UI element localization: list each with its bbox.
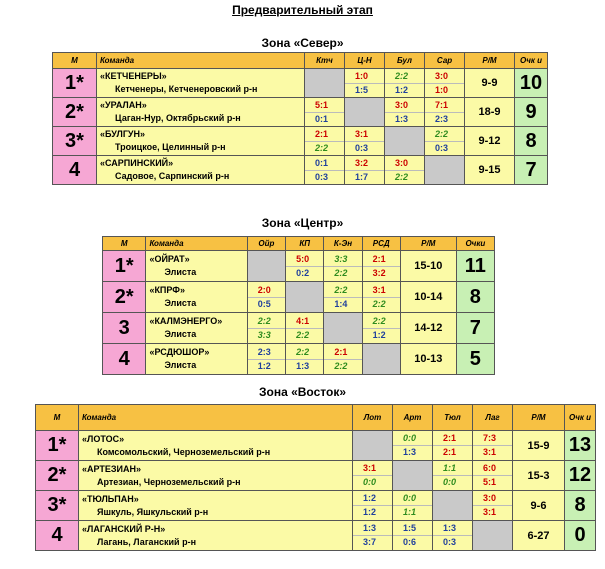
- second-match-score: 0:1: [305, 112, 344, 126]
- second-match-score: 1:3: [393, 445, 432, 459]
- table-row: [103, 313, 495, 344]
- match-result-cell: [433, 431, 473, 461]
- self-match-cell: [305, 69, 345, 98]
- match-result-cell: [393, 431, 433, 461]
- first-match-score: 3:0: [395, 99, 409, 110]
- table-row: [36, 431, 596, 461]
- zone-center-table: [102, 236, 495, 375]
- team-city: Комсомольский, Черноземельский р-н: [97, 446, 271, 457]
- first-match-score: 2:1: [334, 346, 348, 357]
- goal-difference: 9-6: [513, 491, 565, 521]
- first-match-score: 1:5: [403, 523, 417, 533]
- header-opponent: РСД: [362, 237, 400, 251]
- place-number: 3*: [53, 127, 97, 156]
- header-row: [53, 53, 548, 69]
- points: 8: [515, 127, 548, 156]
- second-match-score: 1:3: [286, 359, 323, 373]
- first-match-score: 2:0: [257, 284, 271, 295]
- second-match-score: 0:3: [433, 535, 472, 549]
- match-result-cell: [362, 282, 400, 313]
- match-result-cell: [425, 69, 465, 98]
- header-opponent: Сар: [425, 53, 465, 69]
- goal-difference: 6-27: [513, 521, 565, 551]
- second-match-score: 3:1: [473, 505, 512, 519]
- match-result-cell: [385, 98, 425, 127]
- second-match-score: 0:0: [353, 475, 392, 489]
- table-row: [53, 98, 548, 127]
- first-match-score: 1:1: [443, 463, 457, 473]
- team-name: «ЛОТОС»: [82, 433, 125, 444]
- match-result-cell: [362, 313, 400, 344]
- team-city: Элиста: [164, 329, 197, 339]
- self-match-cell: [353, 431, 393, 461]
- match-result-cell: [247, 313, 285, 344]
- points: 8: [565, 491, 596, 521]
- second-match-score: 1:4: [324, 297, 361, 311]
- place-number: 1*: [36, 431, 79, 461]
- match-result-cell: [353, 491, 393, 521]
- second-match-score: 0:2: [286, 266, 323, 280]
- match-result-cell: [353, 461, 393, 491]
- match-result-cell: [473, 491, 513, 521]
- second-match-score: 0:5: [248, 297, 285, 311]
- first-match-score: 1:3: [363, 523, 377, 533]
- goal-difference: 15-3: [513, 461, 565, 491]
- header-opponent: К-Эн: [324, 237, 362, 251]
- match-result-cell: [324, 344, 362, 375]
- points: 9: [515, 98, 548, 127]
- second-match-score: 1:2: [248, 359, 285, 373]
- second-match-score: 1:2: [353, 505, 392, 519]
- self-match-cell: [425, 156, 465, 185]
- match-result-cell: [345, 156, 385, 185]
- header-opponent: Арт: [393, 405, 433, 431]
- place-number: 3: [103, 313, 146, 344]
- match-result-cell: [362, 251, 400, 282]
- header-team: Команда: [97, 53, 305, 69]
- second-match-score: 2:2: [305, 141, 344, 155]
- second-match-score: 1:1: [393, 505, 432, 519]
- second-match-score: 2:1: [433, 445, 472, 459]
- match-result-cell: [324, 282, 362, 313]
- table-row: [103, 251, 495, 282]
- first-match-score: 0:1: [315, 157, 329, 168]
- table-row: [53, 156, 548, 185]
- match-result-cell: [425, 127, 465, 156]
- match-result-cell: [305, 127, 345, 156]
- zone-north-table: [52, 52, 548, 185]
- second-match-score: 2:2: [324, 266, 361, 280]
- place-number: 2*: [53, 98, 97, 127]
- table-row: [103, 344, 495, 375]
- match-result-cell: [433, 461, 473, 491]
- points: 11: [456, 251, 494, 282]
- first-match-score: 7:3: [483, 433, 497, 443]
- match-result-cell: [345, 127, 385, 156]
- header-goals: Р/М: [465, 53, 515, 69]
- header-team: Команда: [146, 237, 247, 251]
- team-city: Лагань, Лаганский р-н: [97, 536, 197, 547]
- second-match-score: 2:3: [425, 112, 464, 126]
- first-match-score: 1:2: [363, 493, 377, 503]
- place-number: 2*: [103, 282, 146, 313]
- team-name: «УРАЛАН»: [100, 100, 147, 110]
- match-result-cell: [247, 282, 285, 313]
- first-match-score: 2:1: [372, 253, 386, 264]
- first-match-score: 2:2: [257, 315, 271, 326]
- header-place: М: [36, 405, 79, 431]
- place-number: 1*: [53, 69, 97, 98]
- self-match-cell: [286, 282, 324, 313]
- first-match-score: 2:2: [435, 128, 449, 139]
- team-cell: [97, 156, 305, 185]
- header-points: Очк и: [565, 405, 596, 431]
- second-match-score: 2:2: [324, 359, 361, 373]
- second-match-score: 2:2: [286, 328, 323, 342]
- first-match-score: 2:2: [296, 346, 310, 357]
- self-match-cell: [247, 251, 285, 282]
- second-match-score: 0:6: [393, 535, 432, 549]
- goal-difference: 18-9: [465, 98, 515, 127]
- first-match-score: 3:1: [372, 284, 386, 295]
- second-match-score: 3:7: [353, 535, 392, 549]
- team-cell: [79, 521, 353, 551]
- team-city: Садовое, Сарпинский р-н: [115, 171, 230, 181]
- team-city: Артезиан, Черноземельский р-н: [97, 476, 241, 487]
- match-result-cell: [473, 461, 513, 491]
- team-city: Элиста: [164, 298, 197, 308]
- first-match-score: 2:1: [315, 128, 329, 139]
- first-match-score: 3:2: [355, 157, 369, 168]
- header-opponent: Лаг: [473, 405, 513, 431]
- first-match-score: 2:3: [257, 346, 271, 357]
- team-cell: [79, 431, 353, 461]
- team-city: Элиста: [164, 360, 197, 370]
- match-result-cell: [286, 251, 324, 282]
- team-cell: [79, 491, 353, 521]
- table-row: [36, 491, 596, 521]
- team-cell: [146, 344, 247, 375]
- team-name: «АРТЕЗИАН»: [82, 463, 142, 474]
- header-opponent: Лот: [353, 405, 393, 431]
- first-match-score: 3:3: [334, 253, 348, 264]
- header-opponent: Тюл: [433, 405, 473, 431]
- header-opponent: Бул: [385, 53, 425, 69]
- match-result-cell: [393, 521, 433, 551]
- first-match-score: 5:0: [296, 253, 310, 264]
- goal-difference: 14-12: [400, 313, 456, 344]
- first-match-score: 2:2: [334, 284, 348, 295]
- match-result-cell: [324, 251, 362, 282]
- second-match-score: 1:2: [363, 328, 400, 342]
- place-number: 4: [103, 344, 146, 375]
- first-match-score: 0:0: [403, 433, 417, 443]
- match-result-cell: [345, 69, 385, 98]
- team-city: Яшкуль, Яшкульский р-н: [97, 506, 209, 517]
- team-name: «ТЮЛЬПАН»: [82, 493, 139, 504]
- points: 0: [565, 521, 596, 551]
- header-place: М: [53, 53, 97, 69]
- header-goals: Р/М: [513, 405, 565, 431]
- team-name: «ОЙРАТ»: [149, 254, 190, 264]
- team-name: «КАЛМЭНЕРГО»: [149, 316, 223, 326]
- second-match-score: 1:3: [385, 112, 424, 126]
- team-name: «КПРФ»: [149, 285, 185, 295]
- first-match-score: 2:2: [395, 70, 409, 81]
- team-city: Троицкое, Целинный р-н: [115, 142, 226, 152]
- header-opponent: Ктч: [305, 53, 345, 69]
- self-match-cell: [362, 344, 400, 375]
- header-goals: Р/М: [400, 237, 456, 251]
- self-match-cell: [324, 313, 362, 344]
- match-result-cell: [425, 98, 465, 127]
- match-result-cell: [473, 431, 513, 461]
- second-match-score: 1:5: [345, 83, 384, 97]
- first-match-score: 5:1: [315, 99, 329, 110]
- header-points: Очк и: [515, 53, 548, 69]
- goal-difference: 9-12: [465, 127, 515, 156]
- first-match-score: 0:0: [403, 493, 417, 503]
- header-opponent: Ойр: [247, 237, 285, 251]
- table-row: [103, 282, 495, 313]
- first-match-score: 1:0: [355, 70, 369, 81]
- goal-difference: 9-9: [465, 69, 515, 98]
- goal-difference: 10-13: [400, 344, 456, 375]
- team-name: «ЛАГАНСКИЙ Р-Н»: [82, 523, 166, 534]
- team-city: Элиста: [164, 267, 197, 277]
- first-match-score: 2:1: [443, 433, 457, 443]
- self-match-cell: [393, 461, 433, 491]
- table-row: [36, 521, 596, 551]
- points: 7: [456, 313, 494, 344]
- second-match-score: 1:0: [425, 83, 464, 97]
- second-match-score: 0:3: [345, 141, 384, 155]
- place-number: 3*: [36, 491, 79, 521]
- zone-east-table: [35, 404, 596, 551]
- points: 5: [456, 344, 494, 375]
- team-cell: [97, 69, 305, 98]
- team-name: «РСДЮШОР»: [149, 347, 210, 357]
- header-team: Команда: [79, 405, 353, 431]
- match-result-cell: [247, 344, 285, 375]
- second-match-score: 0:3: [305, 170, 344, 184]
- team-cell: [146, 282, 247, 313]
- second-match-score: 3:2: [363, 266, 400, 280]
- zone-title-east: Зона «Восток»: [258, 385, 347, 399]
- second-match-score: 2:2: [385, 170, 424, 184]
- first-match-score: 6:0: [483, 463, 497, 473]
- goal-difference: 9-15: [465, 156, 515, 185]
- team-name: «САРПИНСКИЙ»: [100, 158, 174, 168]
- points: 10: [515, 69, 548, 98]
- header-row: [103, 237, 495, 251]
- match-result-cell: [385, 156, 425, 185]
- self-match-cell: [473, 521, 513, 551]
- zone-title-center: Зона «Центр»: [261, 216, 344, 230]
- header-place: М: [103, 237, 146, 251]
- goal-difference: 10-14: [400, 282, 456, 313]
- points: 8: [456, 282, 494, 313]
- second-match-score: 5:1: [473, 475, 512, 489]
- first-match-score: 2:2: [372, 315, 386, 326]
- table-row: [53, 69, 548, 98]
- place-number: 1*: [103, 251, 146, 282]
- team-cell: [146, 251, 247, 282]
- header-opponent: Ц-Н: [345, 53, 385, 69]
- team-name: «БУЛГУН»: [100, 129, 146, 139]
- team-name: «КЕТЧЕНЕРЫ»: [100, 71, 167, 81]
- team-cell: [146, 313, 247, 344]
- points: 13: [565, 431, 596, 461]
- header-row: [36, 405, 596, 431]
- self-match-cell: [433, 491, 473, 521]
- first-match-score: 7:1: [435, 99, 449, 110]
- match-result-cell: [385, 69, 425, 98]
- zone-title-north: Зона «Север»: [261, 36, 344, 50]
- team-cell: [97, 127, 305, 156]
- first-match-score: 3:0: [435, 70, 449, 81]
- second-match-score: 1:2: [385, 83, 424, 97]
- second-match-score: 2:2: [363, 297, 400, 311]
- team-city: Цаган-Нур, Октябрьский р-н: [115, 113, 241, 123]
- second-match-score: 3:1: [473, 445, 512, 459]
- first-match-score: 3:0: [395, 157, 409, 168]
- first-match-score: 1:3: [443, 523, 457, 533]
- place-number: 4: [36, 521, 79, 551]
- goal-difference: 15-10: [400, 251, 456, 282]
- first-match-score: 4:1: [296, 315, 310, 326]
- header-points: Очки: [456, 237, 494, 251]
- second-match-score: 0:0: [433, 475, 472, 489]
- first-match-score: 3:1: [363, 463, 377, 473]
- match-result-cell: [433, 521, 473, 551]
- points: 7: [515, 156, 548, 185]
- place-number: 4: [53, 156, 97, 185]
- second-match-score: 0:3: [425, 141, 464, 155]
- points: 12: [565, 461, 596, 491]
- match-result-cell: [286, 344, 324, 375]
- self-match-cell: [385, 127, 425, 156]
- match-result-cell: [305, 98, 345, 127]
- second-match-score: 3:3: [248, 328, 285, 342]
- table-row: [53, 127, 548, 156]
- team-cell: [79, 461, 353, 491]
- match-result-cell: [286, 313, 324, 344]
- team-city: Кетченеры, Кетченеровский р-н: [115, 84, 258, 94]
- second-match-score: 1:7: [345, 170, 384, 184]
- match-result-cell: [393, 491, 433, 521]
- team-cell: [97, 98, 305, 127]
- place-number: 2*: [36, 461, 79, 491]
- goal-difference: 15-9: [513, 431, 565, 461]
- first-match-score: 3:1: [355, 128, 369, 139]
- match-result-cell: [353, 521, 393, 551]
- header-opponent: КП: [286, 237, 324, 251]
- first-match-score: 3:0: [483, 493, 497, 503]
- table-row: [36, 461, 596, 491]
- self-match-cell: [345, 98, 385, 127]
- page-title: Предварительный этап: [232, 3, 373, 17]
- match-result-cell: [305, 156, 345, 185]
